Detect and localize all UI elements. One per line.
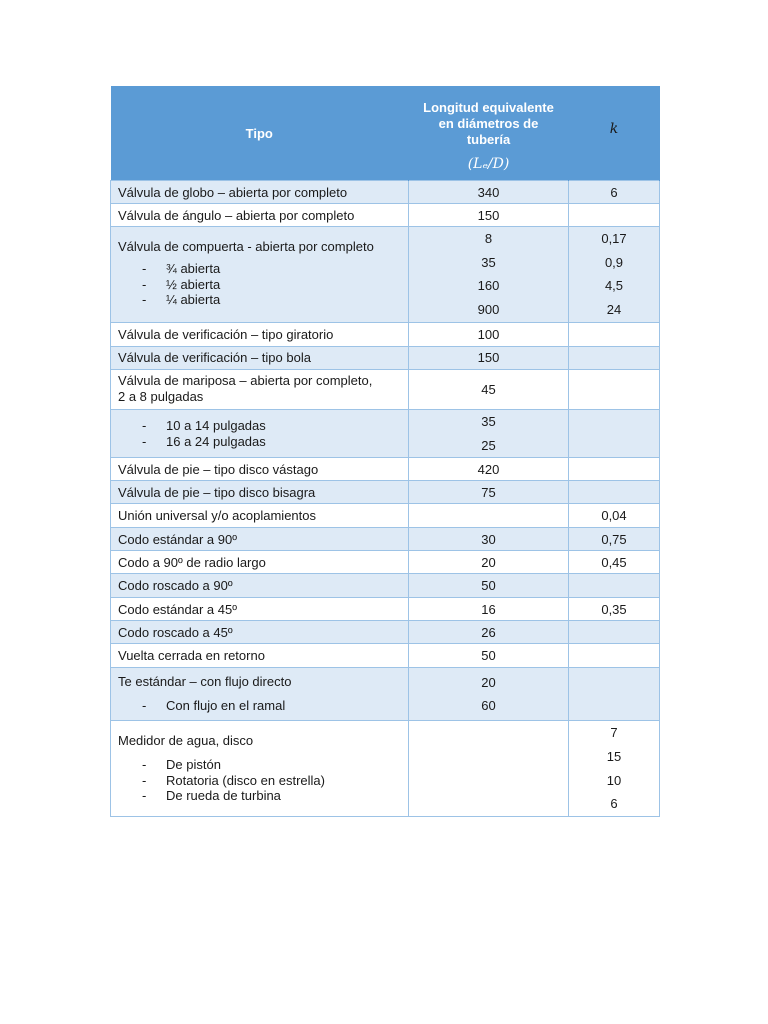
row-k: 15 [606, 748, 622, 764]
row-length: 150 [409, 204, 569, 227]
row-k [569, 668, 660, 721]
row-length: 8 [484, 231, 493, 246]
sub-item: - ½ abierta [142, 276, 221, 292]
row-k: 0,45 [569, 551, 660, 574]
row-length [409, 721, 569, 817]
table-row [111, 369, 660, 409]
row-name: Válvula de pie – tipo disco vástago [111, 458, 409, 481]
row-k: 7 [610, 725, 618, 741]
row-k: 0,17 [601, 231, 627, 246]
row-length: 50 [409, 644, 569, 668]
row-name: Codo roscado a 90º [111, 574, 409, 598]
row-length: 100 [409, 322, 569, 346]
table-row [111, 551, 660, 574]
row-k: 6 [610, 796, 618, 812]
row-length-stack [409, 668, 569, 721]
row-k: 0,35 [569, 598, 660, 621]
row-name-group [111, 369, 409, 409]
table-row [111, 504, 660, 528]
row-length: 420 [409, 458, 569, 481]
row-length: 150 [409, 346, 569, 369]
sub-item: - De rueda de turbina [142, 788, 281, 804]
header-longitud-line-2: en diámetros de [438, 116, 539, 131]
row-k [569, 621, 660, 644]
row-name-group [111, 668, 409, 721]
row-length: 20 [481, 674, 496, 690]
row-k [569, 481, 660, 504]
sub-item: - 16 a 24 pulgadas [142, 433, 266, 449]
header-longitud-line-3: tubería [466, 132, 511, 147]
header-longitud [409, 86, 569, 181]
table-row [111, 574, 660, 598]
header-k [569, 86, 660, 181]
table-row [111, 598, 660, 621]
table-row [111, 227, 660, 323]
sub-item: - Con flujo en el ramal [142, 698, 286, 714]
header-longitud-formula: (Lₑ/D) [467, 156, 510, 172]
row-length: 50 [409, 574, 569, 598]
row-name: Codo estándar a 45º [111, 598, 409, 621]
row-k-stack [569, 721, 660, 817]
row-length: 160 [477, 278, 500, 294]
table-row [111, 644, 660, 668]
row-name: Válvula de verificación – tipo bola [111, 346, 409, 369]
table-row [111, 181, 660, 204]
sub-item: - ¼ abierta [142, 292, 221, 307]
row-length: 16 [409, 598, 569, 621]
row-k [569, 574, 660, 598]
table-row [111, 204, 660, 227]
row-length: 900 [477, 302, 500, 318]
row-k: 10 [606, 772, 622, 788]
header-longitud-line-1: Longitud equivalente [423, 100, 554, 115]
row-name: Medidor de agua, disco [118, 733, 254, 749]
header-tipo: Tipo [111, 86, 409, 181]
table-row [111, 458, 660, 481]
row-length: 25 [481, 437, 496, 453]
table-row [111, 322, 660, 346]
row-length-stack [409, 227, 569, 323]
table-row [111, 409, 660, 457]
row-k [569, 204, 660, 227]
row-name: Válvula de ángulo – abierta por completo [111, 204, 409, 227]
row-name: 2 a 8 pulgadas [118, 389, 204, 405]
row-length [409, 504, 569, 528]
row-k: 0,75 [569, 528, 660, 551]
row-name: Codo roscado a 45º [111, 621, 409, 644]
table-row [111, 621, 660, 644]
table-row [111, 721, 660, 817]
row-k: 0,04 [569, 504, 660, 528]
sub-item: - De pistón [142, 757, 221, 773]
row-length: 45 [409, 369, 569, 409]
table-row [111, 481, 660, 504]
row-name-group [111, 409, 409, 457]
row-k: 6 [569, 181, 660, 204]
row-name: Válvula de compuerta - abierta por completo [118, 239, 374, 254]
row-k [569, 346, 660, 369]
sub-item: - 10 a 14 pulgadas [142, 418, 266, 434]
row-length: 26 [409, 621, 569, 644]
table-row [111, 528, 660, 551]
row-name-group [111, 721, 409, 817]
row-k: 0,9 [604, 254, 624, 270]
row-name: Unión universal y/o acoplamientos [111, 504, 409, 528]
row-name: Codo a 90º de radio largo [111, 551, 409, 574]
row-name: Codo estándar a 90º [111, 528, 409, 551]
equivalent-length-table [110, 86, 660, 817]
row-name: Te estándar – con flujo directo [118, 674, 292, 690]
row-k [569, 322, 660, 346]
table-row [111, 346, 660, 369]
row-k [569, 644, 660, 668]
row-length: 60 [481, 698, 496, 714]
sub-item: - Rotatoria (disco en estrella) [142, 772, 325, 788]
row-k [569, 409, 660, 457]
row-length: 35 [481, 413, 496, 429]
row-length: 35 [481, 254, 496, 270]
row-length: 20 [409, 551, 569, 574]
row-name: Vuelta cerrada en retorno [111, 644, 409, 668]
table-header-row [111, 86, 660, 181]
row-length-stack [409, 409, 569, 457]
row-length: 340 [409, 181, 569, 204]
row-k [569, 369, 660, 409]
header-k-symbol: k [609, 121, 619, 137]
table-row [111, 668, 660, 721]
row-k-stack [569, 227, 660, 323]
row-name-group [111, 227, 409, 323]
row-k: 4,5 [604, 278, 624, 294]
row-length: 75 [409, 481, 569, 504]
row-k [569, 458, 660, 481]
row-name: Válvula de verificación – tipo giratorio [111, 322, 409, 346]
row-name: Válvula de mariposa – abierta por completo, [118, 373, 373, 389]
sub-item: - ¾ abierta [142, 261, 221, 276]
row-name: Válvula de globo – abierta por completo [111, 181, 409, 204]
row-k: 24 [606, 302, 622, 318]
row-length: 30 [409, 528, 569, 551]
row-name: Válvula de pie – tipo disco bisagra [111, 481, 409, 504]
